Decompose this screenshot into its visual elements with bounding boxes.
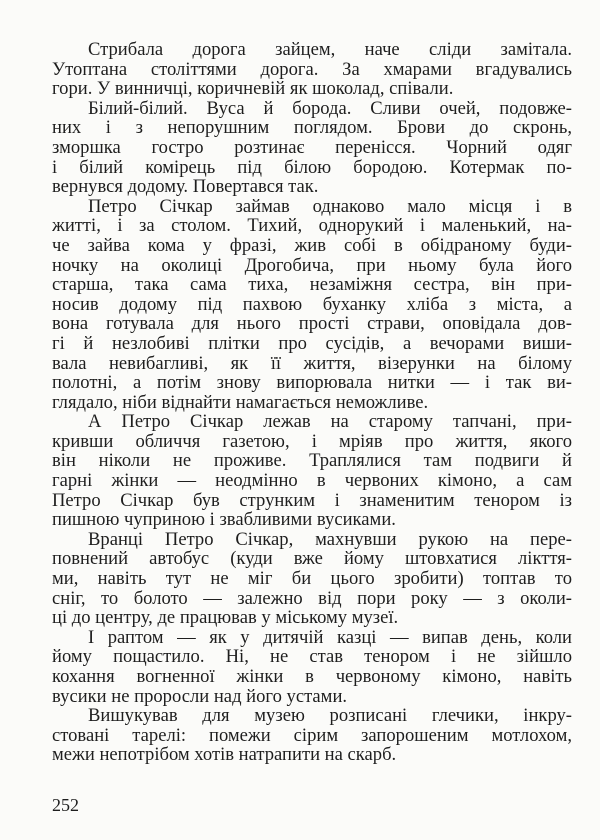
text-line: і білий комірець під білою бородою. Котермак по-: [52, 157, 572, 178]
text-line: вусики не проросли над його устами.: [52, 686, 348, 707]
text-line: ми, навіть тут не міг би цього зробити) топтав то: [52, 569, 572, 589]
text-line: він ніколи не проживе. Траплялися там подвиги й: [52, 451, 572, 472]
paragraph: [52, 530, 572, 628]
paragraph: [52, 412, 572, 530]
paragraph: [52, 706, 572, 765]
text-line: сніг, то болото — залежно від пори року — з околи-: [52, 588, 572, 609]
text-line: глядало, ніби віднайти намагається неможливе.: [52, 392, 429, 413]
text-line: вернувся додому. Повертався так.: [52, 177, 319, 197]
text-line: пишною чуприною і звабливими вусиками.: [52, 510, 396, 530]
text-line: ці до центру, де працював у міському музеї.: [52, 608, 399, 628]
text-line: кривши обличчя газетою, і мріяв про життя, якого: [52, 431, 572, 452]
text-line: полотні, а потім знову випорювала нитки — і так ви-: [52, 373, 572, 393]
text-line: гарні жінки — неодмінно в червоних кімоно, а сам: [52, 471, 572, 491]
text-line: ночку на околиці Дрогобича, при ньому була його: [52, 255, 572, 276]
page-body: [52, 40, 572, 765]
text-line: І раптом — як у дитячій казці — випав день, коли: [88, 627, 572, 648]
text-line: Вранці Петро Січкар, махнувши рукою на пере-: [88, 529, 572, 550]
text-line: Петро Січкар був струнким і знаменитим тенором із: [52, 490, 572, 511]
text-line: повнений автобус (куди вже йому штовхатися лікття-: [52, 549, 572, 570]
text-line: Утоптана століттями дорога. За хмарами вгадувались: [52, 59, 572, 80]
text-line: носив додому під пахвою буханку хліба з міста, а: [52, 294, 572, 315]
text-line: че зайва кома у фразі, жив собі в обідраному буди-: [52, 235, 572, 256]
paragraph: [52, 40, 572, 99]
text-line: них і з непорушним поглядом. Брови до скронь,: [52, 118, 572, 138]
text-line: стовані тарелі: помежи сірим запорошеним мотлохом,: [52, 725, 572, 746]
page-number: 252: [52, 795, 79, 815]
text-line: вала невибагливі, як її життя, візерунки на білому: [52, 353, 572, 374]
paragraph: [52, 197, 572, 413]
text-line: йому пощастило. Ні, не став тенором і не зійшло: [52, 647, 572, 667]
text-line: межи непотрібом хотів натрапити на скарб.: [52, 745, 397, 765]
text-line: Стрибала дорога зайцем, наче сліди замітала.: [88, 40, 572, 60]
text-line: Петро Січкар займав однаково мало місця і в: [88, 196, 572, 217]
paragraph: [52, 628, 572, 706]
text-line: старша, така сама тиха, незаміжня сестра, він при-: [52, 275, 572, 295]
paragraph: [52, 99, 572, 197]
text-line: зморшка гостро розтинає перенісся. Чорний одяг: [52, 137, 572, 158]
text-line: Білий-білий. Вуса й борода. Сливи очей, подовже-: [88, 98, 572, 119]
text-line: Вишукував для музею розписані глечики, інкру-: [88, 706, 572, 726]
text-line: гі й незлобиві плітки про сусідів, а вечорами виши-: [52, 333, 572, 354]
text-line: А Петро Січкар лежав на старому тапчані, при-: [88, 412, 572, 432]
text-line: гори. У винничці, коричневій як шоколад, співали.: [52, 79, 454, 99]
text-line: вона готувала для нього прості страви, оповідала дов-: [52, 314, 572, 334]
text-line: кохання вогненної жінки в червоному кімоно, навіть: [52, 667, 572, 687]
text-line: житті, і за столом. Тихий, однорукий і маленький, на-: [52, 216, 572, 236]
